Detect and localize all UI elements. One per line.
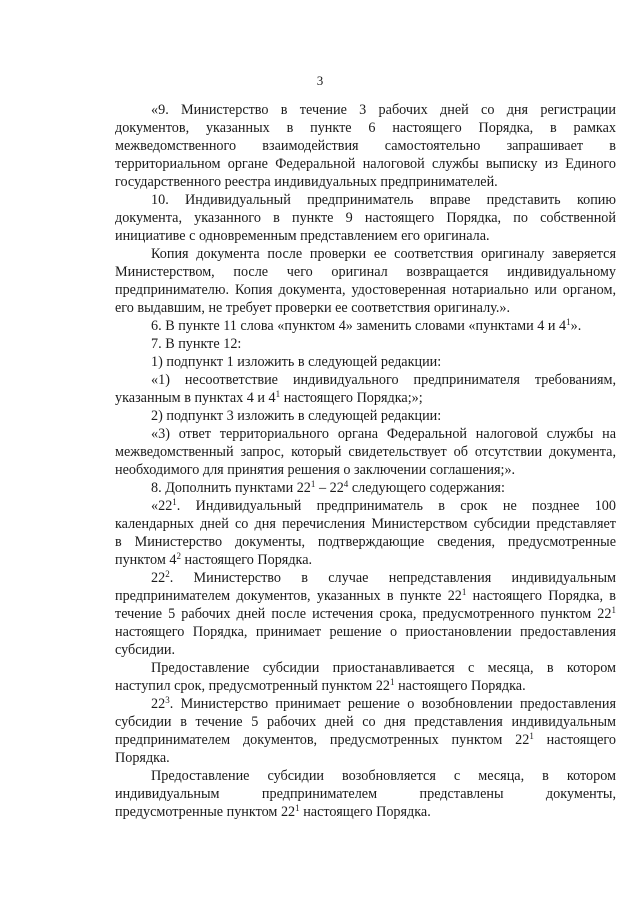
text-line: предусмотренные пунктом $22^1$ настоящего Порядка.: [115, 803, 431, 820]
text-line: межведомственного взаимодействия самостоятельно запрашивает в: [115, 138, 616, 154]
text-line: субсидии.: [115, 642, 176, 658]
text-line: настоящего Порядка, принимает решение о приостановлении предоставления: [115, 624, 616, 640]
text-line: межведомственный запрос, который свидетельствует об отсутствии документа,: [115, 444, 616, 460]
text-line: «9. Министерство в течение 3 рабочих дней со дня регистрации: [151, 102, 616, 118]
text-line: «1) несоответствие индивидуального предпринимателя требованиям,: [151, 372, 616, 388]
text-line: 1) подпункт 1 изложить в следующей редакции:: [151, 354, 442, 370]
text-line: предпринимателю. Копия документа, удостоверенная нотариально или органом,: [115, 282, 616, 298]
text-line: «3) ответ территориального органа Федеральной налоговой службы на: [151, 426, 616, 442]
text-line: Министерством, после чего оригинал возвращается индивидуальному: [115, 264, 616, 280]
text-line: 10. Индивидуальный предприниматель вправе представить копию: [151, 192, 616, 208]
text-line: Предоставление субсидии приостанавливается с месяца, в котором: [151, 660, 616, 676]
text-line: $22^2$. Министерство в случае непредставления индивидуальным: [151, 569, 616, 586]
text-line: территориальном органе Федеральной налоговой службы выписку из Единого: [115, 156, 616, 172]
text-line: «$22^1$. Индивидуальный предприниматель в срок не позднее 100: [151, 497, 616, 514]
text-line: инициативе с одновременным представлением его оригинала.: [115, 228, 490, 244]
text-line: наступил срок, предусмотренный пунктом $22^1$ настоящего Порядка.: [115, 677, 526, 694]
text-line: Предоставление субсидии возобновляется с месяца, в котором: [151, 768, 616, 784]
text-line: его выдавшим, не требует проверки ее соответствия оригиналу.».: [115, 300, 511, 316]
text-line: течение 5 рабочих дней после истечения срока, предусмотренного пунктом $22^1$: [115, 605, 616, 622]
text-line: необходимого для принятия решения о заключении соглашения;».: [115, 462, 516, 478]
text-line: $22^3$. Министерство принимает решение о возобновлении предоставления: [151, 695, 616, 712]
text-line: государственного реестра индивидуальных предпринимателей.: [115, 174, 498, 190]
text-line: субсидии в течение 5 рабочих дней со дня представления индивидуальным: [115, 714, 616, 730]
text-line: указанным в пунктах 4 и $4^1$ настоящего Порядка;»;: [115, 389, 423, 406]
text-line: в Министерство документы, подтверждающие сведения, предусмотренные: [115, 534, 616, 550]
text-line: предпринимателем документов, указанных в пункте $22^1$ настоящего Порядка, в: [115, 587, 616, 604]
text-line: пунктом $4^2$ настоящего Порядка.: [115, 551, 313, 568]
page-number: 3: [316, 73, 324, 88]
text-line: индивидуальным предпринимателем представлены документы,: [115, 786, 616, 802]
text-line: Порядка.: [115, 750, 170, 766]
text-line: предпринимателем документов, предусмотренных пунктом $22^1$ настоящего: [115, 731, 616, 748]
text-line: календарных дней со дня перечисления Министерством субсидии представляет: [115, 516, 616, 532]
text-line: 8. Дополнить пунктами $22^1 - 22^4$ следующего содержания:: [151, 479, 505, 496]
text-line: 7. В пункте 12:: [151, 336, 242, 352]
text-line: Копия документа после проверки ее соответствия оригиналу заверяется: [151, 246, 616, 262]
text-line: 2) подпункт 3 изложить в следующей редакции:: [151, 408, 442, 424]
text-line: документа, указанного в пункте 9 настоящего Порядка, по собственной: [115, 210, 616, 226]
text-line: документов, указанных в пункте 6 настоящего Порядка, в рамках: [115, 120, 616, 136]
text-line: 6. В пункте 11 слова «пунктом 4» заменить словами «пунктами 4 и $4^1$».: [151, 317, 582, 334]
